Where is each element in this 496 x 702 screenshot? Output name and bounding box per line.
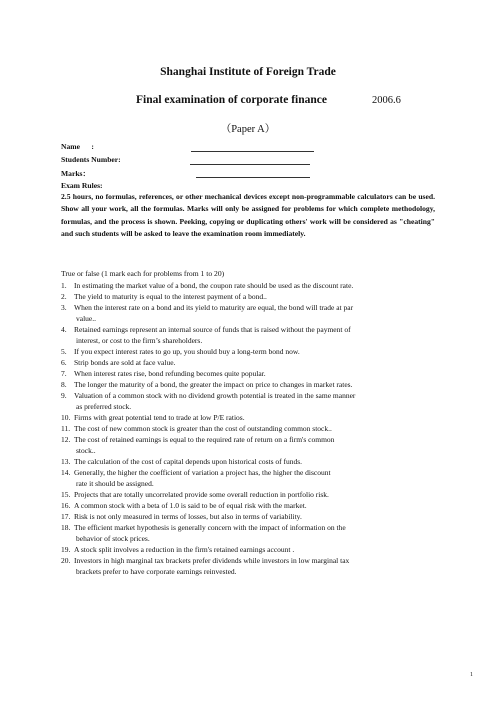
question-text: Firms with great potential tend to trade at low P/E ratios.	[74, 413, 245, 422]
question-number: 17.	[61, 512, 71, 521]
question-text: Generally, the higher the coefficient of variation a project has, the higher the discount	[74, 468, 331, 477]
question-text: The yield to maturity is equal to the interest payment of a bond..	[74, 292, 267, 301]
question-item	[61, 544, 441, 555]
exam-rules-label: Exam Rules:	[61, 181, 103, 190]
question-text: When interest rates rise, bond refunding becomes quite popular.	[74, 369, 266, 378]
question-text-continued: behavior of stock prices.	[76, 534, 150, 543]
question-item	[61, 346, 441, 357]
question-text: Retained earnings represent an internal source of funds that is raised without the payment of	[74, 325, 351, 334]
question-item	[61, 456, 441, 467]
question-number: 8.	[61, 380, 67, 389]
question-text: When the interest rate on a bond and its yield to maturity are equal, the bond will trade at par	[74, 303, 354, 312]
question-text: The efficient market hypothesis is generally concern with the impact of information on the	[74, 523, 346, 532]
question-number: 15.	[61, 490, 71, 499]
question-text: Risk is not only measured in terms of losses, but also in terms of variability.	[74, 512, 302, 521]
marks-label: Marks：	[61, 169, 91, 178]
question-text-continued: stock..	[76, 446, 96, 455]
question-continuation	[61, 533, 441, 544]
question-text-continued: rate it should be assigned.	[76, 479, 154, 488]
question-text: Investors in high marginal tax brackets prefer dividends while investors in low marginal tax	[74, 556, 350, 565]
question-text: In estimating the market value of a bond, the coupon rate should be used as the discount rate.	[74, 281, 354, 290]
question-text-continued: interest, or cost to the firm’s shareholders.	[76, 336, 203, 345]
question-text-continued: value..	[76, 314, 96, 323]
question-continuation	[61, 445, 441, 456]
exam-title: Final examination of corporate finance	[136, 94, 328, 106]
question-text-continued: brackets prefer to have corporate earnings reinvested.	[76, 567, 237, 576]
question-number: 6.	[61, 358, 67, 367]
question-text: Projects that are totally uncorrelated provide some overall reduction in portfolio risk.	[74, 490, 329, 499]
name-label: Name :	[61, 142, 94, 151]
question-number: 13.	[61, 457, 71, 466]
institute-name: Shanghai Institute of Foreign Trade	[160, 66, 336, 78]
question-text: Strip bonds are sold at face value.	[74, 358, 176, 367]
question-number: 3.	[61, 303, 67, 312]
question-item	[61, 423, 441, 434]
students-number-input-line[interactable]	[190, 164, 310, 165]
question-text: The cost of retained earnings is equal to the required rate of return on a firm's common	[74, 435, 335, 444]
question-item	[61, 291, 441, 302]
question-text: The longer the maturity of a bond, the greater the impact on price to changes in market rates.	[74, 380, 353, 389]
question-continuation	[61, 313, 441, 324]
page-number: 1	[470, 672, 473, 678]
question-item	[61, 489, 441, 500]
exam-rules-text: 2.5 hours, no formulas, references, or other mechanical devices except non-programmable calculators can be used. Show all your work, all the formulas. Marks will only be assigned for problems for which complete methodology, formulas, and the process is shown. Peeking, copying or duplicating others' work will be considered as "cheating" and such students will be asked to leave the examination room immediately.	[61, 192, 435, 238]
question-item	[61, 324, 441, 335]
question-item	[61, 522, 441, 533]
question-text: A stock split involves a reduction in the firm's retained earnings account .	[74, 545, 295, 554]
question-item	[61, 434, 441, 445]
question-item	[61, 302, 441, 313]
name-input-line[interactable]	[191, 151, 314, 152]
question-item	[61, 467, 441, 478]
question-text-continued: as preferred stock.	[76, 402, 132, 411]
marks-input-line[interactable]	[196, 177, 310, 178]
question-list	[61, 280, 441, 577]
question-number: 16.	[61, 501, 71, 510]
question-text: If you expect interest rates to go up, you should buy a long-term bond now.	[74, 347, 300, 356]
question-item	[61, 357, 441, 368]
question-number: 1.	[61, 281, 67, 290]
question-item	[61, 555, 441, 566]
question-number: 5.	[61, 347, 67, 356]
question-number: 9.	[61, 391, 67, 400]
question-text: The calculation of the cost of capital depends upon historical costs of funds.	[74, 457, 303, 466]
question-number: 2.	[61, 292, 67, 301]
question-number: 10.	[61, 413, 71, 422]
question-text: A common stock with a beta of 1.0 is said to be of equal risk with the market.	[74, 501, 307, 510]
question-continuation	[61, 335, 441, 346]
question-number: 4.	[61, 325, 67, 334]
question-number: 12.	[61, 435, 71, 444]
exam-date: 2006.6	[372, 95, 401, 106]
question-item	[61, 390, 441, 401]
paper-version: （Paper A）	[220, 124, 276, 135]
question-item	[61, 511, 441, 522]
question-item	[61, 368, 441, 379]
question-number: 11.	[61, 424, 71, 433]
question-number: 14.	[61, 468, 71, 477]
true-false-section-header: True or false (1 mark each for problems from 1 to 20)	[61, 269, 225, 278]
question-continuation	[61, 401, 441, 412]
question-number: 18.	[61, 523, 71, 532]
question-number: 7.	[61, 369, 67, 378]
question-text: Valuation of a common stock with no dividend growth potential is treated in the same manner	[74, 391, 356, 400]
question-text: The cost of new common stock is greater than the cost of outstanding common stock..	[74, 424, 332, 433]
students-number-label: Students Number:	[61, 155, 121, 164]
question-item	[61, 500, 441, 511]
question-item	[61, 280, 441, 291]
question-number: 19.	[61, 545, 71, 554]
question-item	[61, 379, 441, 390]
question-continuation	[61, 478, 441, 489]
question-item	[61, 412, 441, 423]
question-continuation	[61, 566, 441, 577]
question-number: 20.	[61, 556, 71, 565]
